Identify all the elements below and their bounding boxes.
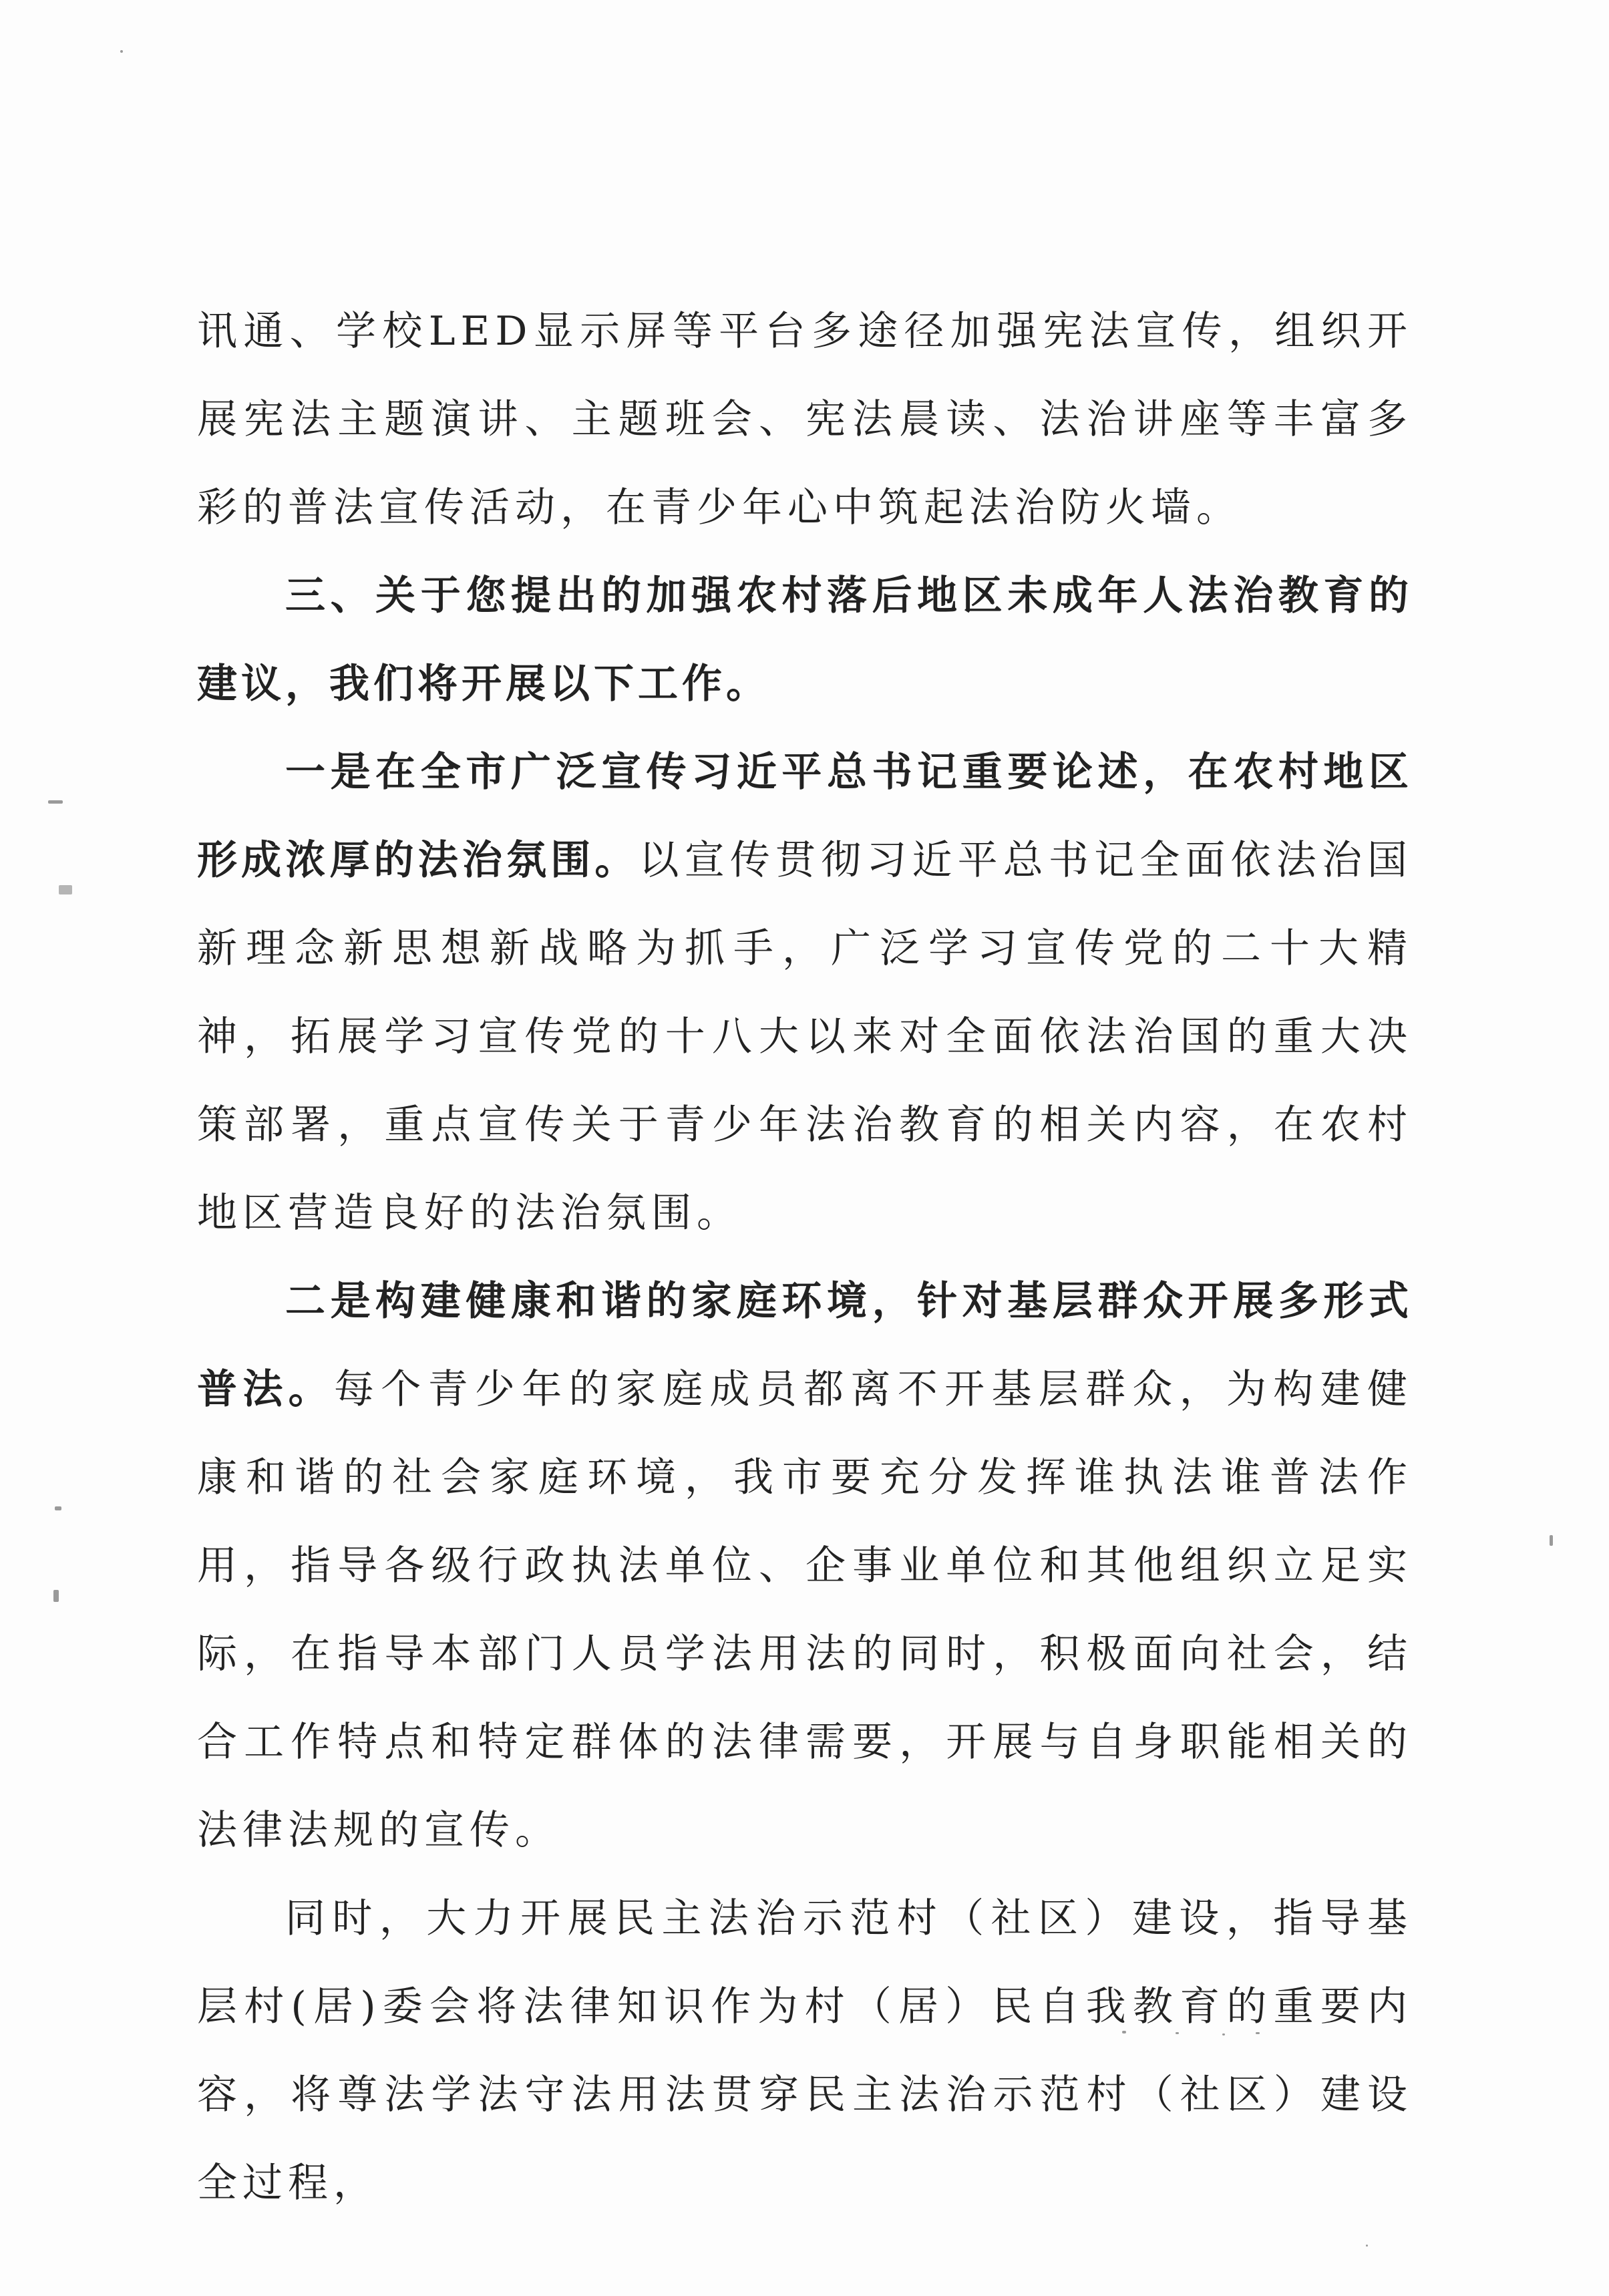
paragraph-item-two	[197, 1257, 1413, 1874]
item-one-lead: 一是在全市广泛宣传习近平总书记重要论述，在农村地区形成浓厚的法治氛围。	[197, 749, 1413, 884]
scan-speck	[55, 1506, 61, 1510]
scan-speck	[48, 800, 63, 804]
scan-speck	[120, 50, 123, 53]
scan-speck	[53, 1590, 59, 1602]
scan-speck	[59, 885, 72, 894]
item-two-text: 每个青少年的家庭成员都离不开基层群众，为构建健康和谐的社会家庭环境，我市要充分发挥谁执法谁普法作用，指导各级行政执法单位、企事业单位和其他组织立足实际，在指导本部门人员学法用法的同时，积极面向社会，结合工作特点和特定群体的法律需要，开展与自身职能相关的法律法规的宣传。	[197, 1366, 1413, 1854]
scan-speck	[1222, 2033, 1225, 2035]
scan-speck	[1550, 1535, 1553, 1546]
scan-speck	[1256, 2032, 1260, 2034]
document-body	[197, 287, 1413, 2227]
paragraph-item-one	[197, 728, 1413, 1257]
paragraph-continuation: 讯通、学校LED显示屏等平台多途径加强宪法宣传，组织开展宪法主题演讲、主题班会、宪法晨读、法治讲座等丰富多彩的普法宣传活动，在青少年心中筑起法治防火墙。	[197, 308, 1413, 531]
section-heading-three: 三、关于您提出的加强农村落后地区未成年人法治教育的建议，我们将开展以下工作。	[197, 572, 1413, 707]
scan-speck	[1366, 2245, 1368, 2247]
scan-speck	[1122, 2031, 1126, 2033]
paragraph-demonstration-village: 同时，大力开展民主法治示范村（社区）建设，指导基层村(居)委会将法律知识作为村（居）民自我教育的重要内容，将尊法学法守法用法贯穿民主法治示范村（社区）建设全过程，	[197, 1895, 1413, 2206]
scan-speck	[1176, 2032, 1179, 2034]
item-two-lead: 二是构建健康和谐的家庭环境，针对基层群众开展多形式普法。	[197, 1278, 1413, 1413]
item-one-text: 以宣传贯彻习近平总书记全面依法治国新理念新思想新战略为抓手，广泛学习宣传党的二十大精神，拓展学习宣传党的十八大以来对全面依法治国的重大决策部署，重点宣传关于青少年法治教育的相关内容，在农村地区营造良好的法治氛围。	[197, 837, 1413, 1237]
